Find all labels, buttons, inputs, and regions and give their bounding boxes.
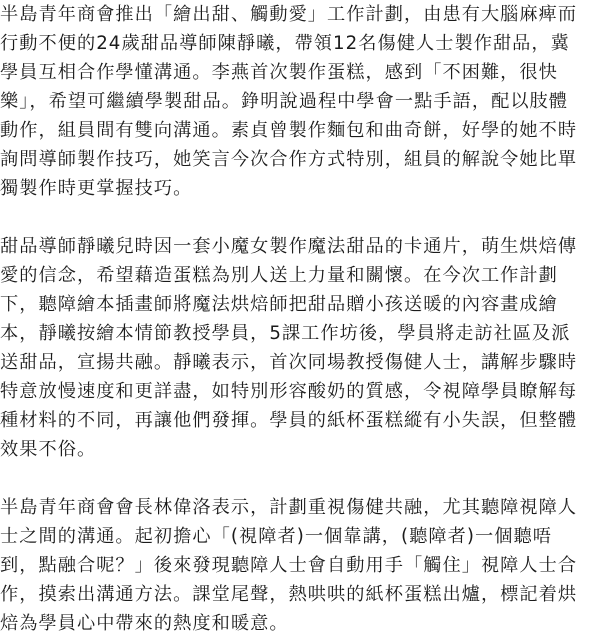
paragraph-line: 到，點融合呢？」後來發現聽障人士會自動用手「觸住」視障人士合 [0,555,578,576]
paragraph-2 [0,232,601,464]
paragraph-line: 焙為學員心中帶來的熱度和暖意。 [0,613,289,634]
paragraph-line: 特意放慢速度和更詳盡，如特別形容酸奶的質感，令視障學員瞭解每 [0,381,578,402]
paragraph-1 [0,0,601,203]
paragraph-3 [0,493,601,638]
paragraph-line: 愛的信念，希望藉造蛋糕為別人送上力量和關懷。在今次工作計劃 [0,265,558,286]
paragraph-spacer [0,464,601,493]
paragraph-line: 半島青年商會會長林偉洛表示，計劃重視傷健共融，尤其聽障視障人 [0,497,578,518]
paragraph-line: 種材料的不同，再讓他們發揮。學員的紙杯蛋糕縱有小失誤，但整體 [0,410,578,431]
paragraph-line: 下，聽障繪本插畫師將魔法烘焙師把甜品贈小孩送暖的內容畫成繪 [0,294,558,315]
paragraph-spacer [0,203,601,232]
paragraph-line: 動作，組員間有雙向溝通。素貞曾製作麵包和曲奇餅，好學的她不時 [0,120,578,141]
paragraph-line: 樂」，希望可繼續學製甜品。錚明說過程中學會一點手語，配以肢體 [0,91,569,112]
paragraph-line: 半島青年商會推出「繪出甜、觸動愛」工作計劃，由患有大腦麻痺而 [0,4,578,25]
paragraph-line: 送甜品，宣揚共融。靜曦表示，首次同場教授傷健人士，講解步驟時 [0,352,578,373]
paragraph-line: 士之間的溝通。起初擔心「(視障者)一個靠講，(聽障者)一個聽唔 [0,526,552,547]
paragraph-line: 效果不俗。 [0,439,97,460]
paragraph-line: 學員互相合作學懂溝通。李燕首次製作蛋糕，感到「不困難，很快 [0,62,558,83]
paragraph-line: 獨製作時更掌握技巧。 [0,178,193,199]
paragraph-line: 甜品導師靜曦兒時因一套小魔女製作魔法甜品的卡通片，萌生烘焙傳 [0,236,578,257]
paragraph-line: 詢問導師製作技巧，她笑言今次合作方式特別，組員的解說令她比單 [0,149,578,170]
paragraph-line: 行動不便的24歲甜品導師陳靜曦，帶領12名傷健人士製作甜品，冀 [0,33,570,54]
paragraph-line: 作，摸索出溝通方法。課堂尾聲，熱哄哄的紙杯蛋糕出爐，標記着烘 [0,584,578,605]
paragraph-line: 本，靜曦按繪本情節教授學員，5課工作坊後，學員將走訪社區及派 [0,323,571,344]
